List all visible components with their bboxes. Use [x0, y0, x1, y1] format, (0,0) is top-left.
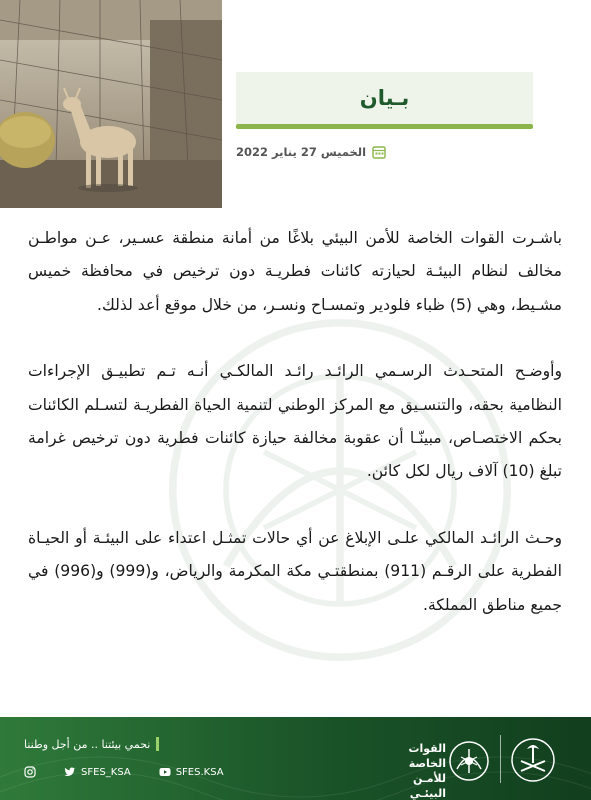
instagram-icon [24, 766, 36, 778]
deer-photo [0, 0, 222, 208]
paragraph-1: باشـرت القوات الخاصة للأمن البيئي بلاغًا من أمانة منطقة عسـير، عـن مواطـن مخالف لنظام البيئـة لحيازته كائنات فطريـة دون ترخيص في محافظة خميس مشـيط، وهي (5) ظباء فلودير وتمسـاح ونسـر، من خلال موقع أعد لذلك. [28, 229, 562, 314]
publish-date: الخميس 27 يناير 2022 [236, 145, 367, 159]
org-name-line-1: القوات الخاصة [408, 742, 446, 770]
calendar-icon [372, 145, 386, 159]
twitter-handle: SFES_KSA [81, 766, 131, 778]
twitter-link[interactable] [64, 766, 131, 778]
paragraph-2: وأوضـح المتحـدث الرسـمي الرائـد رائـد المالكـي أنـه تـم تطبيـق الإجراءات النظامية بحقه، والتنسـيق مع المركز الوطني لتنمية الحياة الفطريـة لتسـلم الكائنات بحكم الاختصـاص، مبينّـا أن عقوبة مخالفة حيازة كائنات فطرية دون ترخيص غرامة تبلغ (10) آلاف ريال لكل كائن. [28, 362, 562, 481]
youtube-icon [159, 766, 171, 778]
social-links [24, 766, 246, 778]
page-title: بـيان [359, 86, 410, 110]
statement-body [28, 222, 562, 622]
twitter-icon [64, 766, 76, 778]
org-name [388, 741, 446, 800]
slogan-text: نحمي بيئتنا .. من أجل وطننا [24, 737, 151, 751]
date-row [236, 143, 462, 161]
saudi-emblem-icon [510, 737, 556, 783]
footer-pattern [0, 717, 591, 800]
title-box [236, 72, 533, 124]
youtube-handle: SFES.KSA [175, 766, 224, 778]
title-underline [236, 124, 533, 129]
instagram-link[interactable] [24, 766, 36, 778]
youtube-link[interactable] [159, 766, 224, 778]
footer-divider [500, 735, 501, 783]
org-name-line-2: للأمـن البيئـي [409, 772, 446, 800]
sfes-emblem-icon [447, 739, 491, 783]
paragraph-3: وحـث الرائـد المالكي علـى الإبلاغ عن أي حالات تمثـل اعتداء على البيئـة أو الحيـاة الفطرية على الرقـم (911) بمنطقتـي مكة المكرمة والرياض، و(999) و(996) في جميع مناطق المملكة. [28, 528, 563, 614]
footer [0, 717, 591, 800]
slogan-accent [156, 737, 159, 751]
slogan [24, 737, 159, 751]
